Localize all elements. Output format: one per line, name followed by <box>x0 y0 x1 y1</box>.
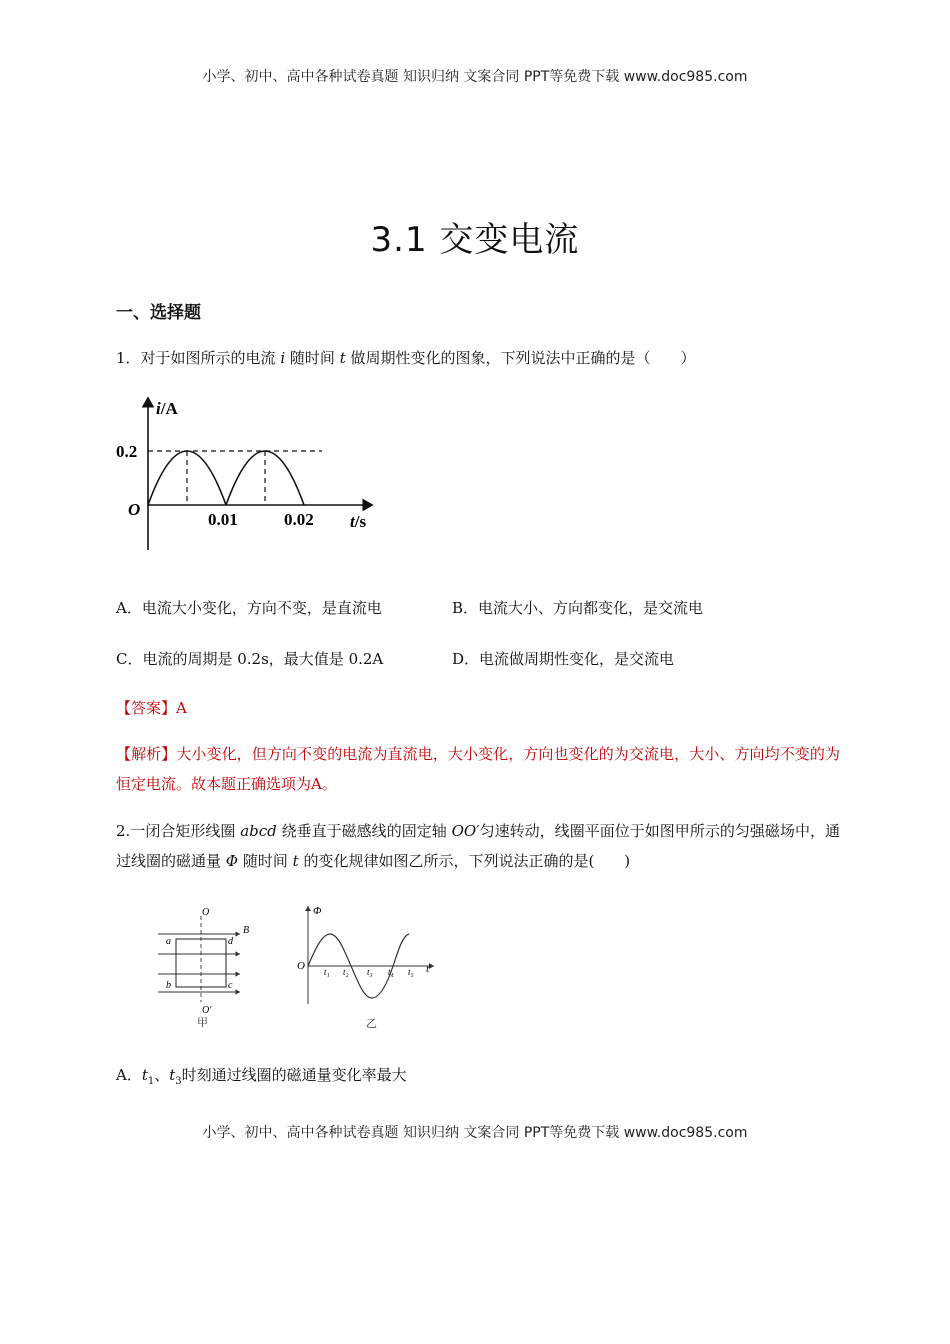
q2-stem: 2.一闭合矩形线圈 abcd 绕垂直于磁感线的固定轴 OO′匀速转动，线圈平面位于如图甲所示的匀强磁场中，通过线圈的磁通量 Φ 随时间 t 的变化规律如图乙所示，下列说法正确的是( ) <box>116 822 840 870</box>
q2-label-o-top: O <box>202 907 210 918</box>
q2-caption-yi: 乙 <box>366 1017 377 1030</box>
q1-y-label: i/A <box>156 399 178 418</box>
q1-x-label: t/s <box>350 512 367 531</box>
q1-x-tick-1: 0.01 <box>208 510 238 529</box>
q2-label-b: b <box>166 980 171 991</box>
page-header: 小学、初中、高中各种试卷真题 知识归纳 文案合同 PPT等免费下载 www.doc985.com <box>202 69 748 85</box>
q1-option-b: B．电流大小、方向都变化，是交流电 <box>452 599 704 617</box>
q2-caption-jia: 甲 <box>197 1016 208 1029</box>
q2-tick-t4: t₄ <box>388 967 394 977</box>
q1-current-graph <box>110 392 390 557</box>
page-footer: 小学、初中、高中各种试卷真题 知识归纳 文案合同 PPT等免费下载 www.doc985.com <box>202 1125 748 1141</box>
q2-figure-jia <box>150 902 260 1032</box>
q1-stem: 1．对于如图所示的电流 i 随时间 t 做周期性变化的图象，下列说法中正确的是（ ） <box>116 349 696 367</box>
q2-tick-t5: t₅ <box>408 967 414 977</box>
q1-option-d: D．电流做周期性变化，是交流电 <box>452 650 675 668</box>
q2-phi-label: Φ <box>313 905 322 917</box>
q2-label-d: d <box>228 936 233 947</box>
q1-answer: 【答案】A <box>116 699 187 717</box>
q1-analysis: 【解析】大小变化，但方向不变的电流为直流电，大小变化，方向也变化的为交流电，大小、方向均不变的为恒定电流。故本题正确选项为A。 <box>116 745 840 793</box>
q2-t-label: t <box>426 963 430 975</box>
q2-label-b-field: B <box>243 925 250 936</box>
q2-tick-t3: t₃ <box>367 967 373 977</box>
q1-option-c: C．电流的周期是 0.2s，最大值是 0.2A <box>116 650 384 668</box>
q2-label-a: a <box>166 936 171 947</box>
page-title: 3.1 交变电流 <box>370 220 580 260</box>
q2-tick-t1: t₁ <box>324 967 330 977</box>
q1-x-tick-2: 0.02 <box>284 510 314 529</box>
q2-figure-yi <box>292 900 442 1035</box>
section-heading: 一、选择题 <box>116 303 201 323</box>
q1-y-tick: 0.2 <box>116 442 138 461</box>
q2-origin: O <box>297 960 305 972</box>
q2-label-o-bottom: O′ <box>202 1005 212 1016</box>
q1-option-a: A．电流大小变化，方向不变，是直流电 <box>116 599 382 617</box>
q2-tick-t2: t₂ <box>343 967 349 977</box>
q1-origin: O <box>128 500 141 519</box>
q2-label-c: c <box>228 980 233 991</box>
q2-option-a: A．$t_1$、$t_3$时刻通过线圈的磁通量变化率最大 <box>116 1066 407 1087</box>
